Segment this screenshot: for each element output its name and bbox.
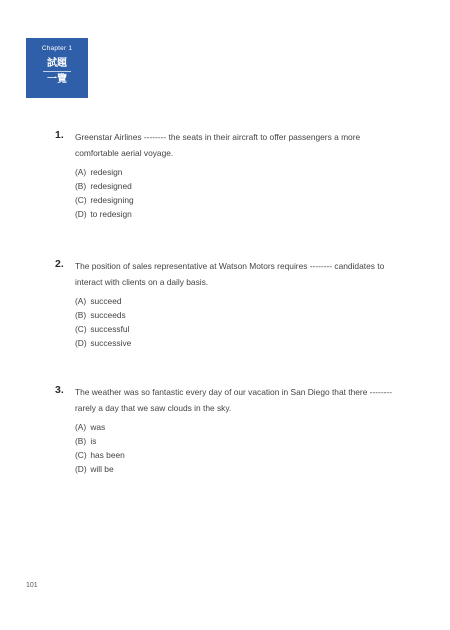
question-text: Greenstar Airlines -------- the seats in their aircraft to offer passengers a more comfortable aerial voyage. <box>75 132 361 158</box>
option-letter: (D) <box>75 464 87 474</box>
option-letter: (A) <box>75 422 87 432</box>
option-b[interactable] <box>75 308 395 322</box>
option-text: successful <box>90 324 130 334</box>
chapter-label: Chapter 1 <box>41 45 73 52</box>
option-text: will be <box>90 464 114 474</box>
question-text: The position of sales representative at Watson Motors requires -------- candidates to interact with clients on a daily basis. <box>75 261 385 287</box>
option-c[interactable] <box>75 448 395 462</box>
chapter-title-line2: 一覽 <box>47 74 67 85</box>
option-text: redesign <box>90 167 123 177</box>
option-text: was <box>90 422 106 432</box>
question-number: 3. <box>55 384 64 396</box>
option-d[interactable] <box>75 462 395 476</box>
option-letter: (B) <box>75 181 87 191</box>
option-letter: (B) <box>75 310 87 320</box>
option-c[interactable] <box>75 322 395 336</box>
option-text: is <box>90 436 97 446</box>
chapter-title-line1: 試題 <box>43 57 71 72</box>
page-number: 101 <box>26 582 38 589</box>
option-letter: (A) <box>75 167 87 177</box>
option-text: successive <box>90 338 132 348</box>
option-b[interactable] <box>75 179 395 193</box>
question-3 <box>55 384 395 476</box>
option-text: has been <box>90 450 125 460</box>
option-d[interactable] <box>75 207 395 221</box>
option-letter: (C) <box>75 195 87 205</box>
option-text: succeeds <box>90 310 126 320</box>
option-letter: (D) <box>75 209 87 219</box>
option-letter: (C) <box>75 324 87 334</box>
option-b[interactable] <box>75 434 395 448</box>
option-letter: (D) <box>75 338 87 348</box>
option-c[interactable] <box>75 193 395 207</box>
option-text: to redesign <box>90 209 132 219</box>
option-a[interactable] <box>75 165 395 179</box>
option-letter: (A) <box>75 296 87 306</box>
option-a[interactable] <box>75 420 395 434</box>
question-2 <box>55 258 395 350</box>
option-letter: (C) <box>75 450 87 460</box>
answer-options <box>75 294 395 350</box>
option-text: succeed <box>90 296 122 306</box>
answer-options <box>75 420 395 476</box>
question-number: 2. <box>55 258 64 270</box>
question-text: The weather was so fantastic every day of our vacation in San Diego that there -------- rarely a day that we saw clouds in the sky. <box>75 387 392 413</box>
option-text: redesigned <box>90 181 132 191</box>
chapter-badge <box>26 38 88 98</box>
option-a[interactable] <box>75 294 395 308</box>
answer-options <box>75 165 395 221</box>
option-text: redesigning <box>90 195 134 205</box>
question-number: 1. <box>55 129 64 141</box>
option-letter: (B) <box>75 436 87 446</box>
option-d[interactable] <box>75 336 395 350</box>
question-1 <box>55 129 395 221</box>
